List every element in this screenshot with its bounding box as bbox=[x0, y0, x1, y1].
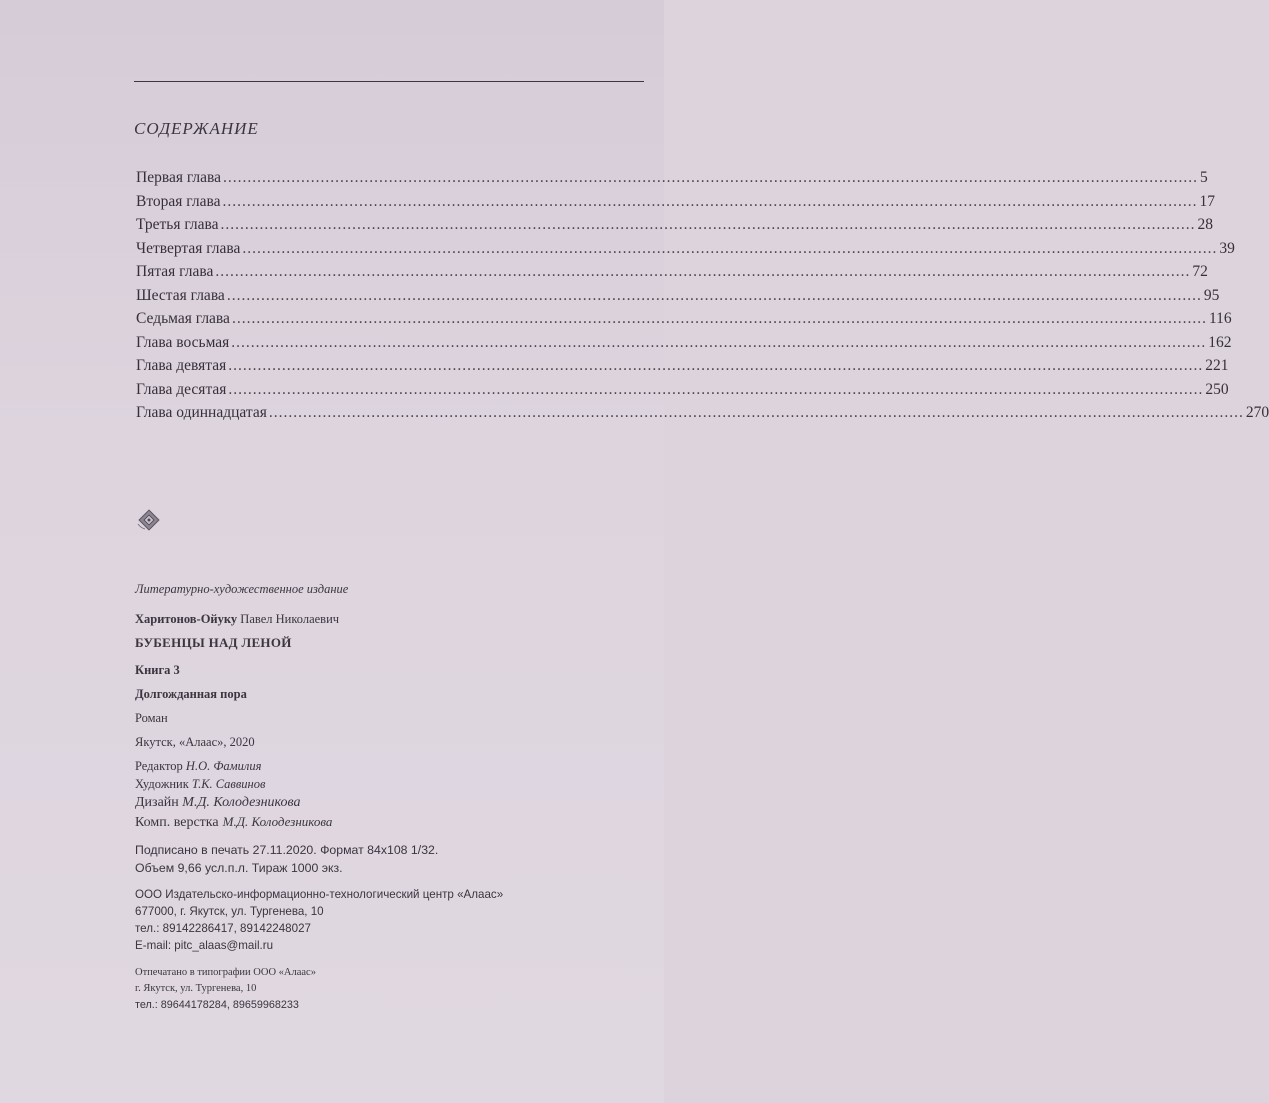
toc-entry bbox=[136, 380, 1229, 405]
subtitle-line: Долгожданная пора bbox=[135, 687, 247, 701]
toc-dot-leader: ........................................................................................................................................................................................................ bbox=[222, 192, 1198, 210]
toc-entry bbox=[136, 263, 1208, 287]
toc-dot-leader: ........................................................................................................................................................................................................ bbox=[231, 333, 1207, 351]
toc-entry-page: 116 bbox=[1208, 310, 1232, 327]
author-line bbox=[135, 611, 645, 635]
publisher-logo-icon bbox=[135, 508, 163, 532]
volume-info-line: Объем 9,66 усл.п.л. Тираж 1000 экз. bbox=[135, 861, 343, 875]
toc-entry bbox=[136, 239, 1235, 264]
layout-label: Комп. верстка bbox=[135, 815, 219, 830]
toc-dot-leader: ........................................................................................................................................................................................................ bbox=[228, 380, 1204, 398]
volume-line: Книга 3 bbox=[135, 663, 180, 677]
toc-dot-leader: ........................................................................................................................................................................................................ bbox=[268, 404, 1244, 421]
layout-name: М.Д. Колодезникова bbox=[222, 814, 333, 829]
toc-entry bbox=[136, 169, 1208, 193]
toc-entry-page: 221 bbox=[1205, 357, 1229, 374]
toc-title: СОДЕРЖАНИЕ bbox=[134, 119, 259, 138]
toc-entry-label: Третья глава bbox=[136, 216, 219, 233]
editor-line bbox=[135, 758, 645, 776]
toc-dot-leader: ........................................................................................................................................................................................................ bbox=[223, 169, 1199, 186]
toc-entry bbox=[136, 192, 1215, 217]
printer-address: г. Якутск, ул. Тургенева, 10 bbox=[135, 983, 257, 994]
author-name: Павел Николаевич bbox=[240, 612, 340, 626]
top-rule bbox=[134, 81, 644, 82]
design-name: М.Д. Колодезникова bbox=[182, 795, 301, 810]
artist-label: Художник bbox=[135, 777, 189, 791]
toc-entry-page: 28 bbox=[1197, 216, 1214, 233]
publisher-address: 677000, г. Якутск, ул. Тургенева, 10 bbox=[135, 905, 324, 918]
editor-name: Н.О. Фамилия bbox=[185, 759, 262, 773]
book-title: БУБЕНЦЫ НАД ЛЕНОЙ bbox=[135, 635, 292, 650]
layout-line bbox=[135, 814, 645, 843]
print-signed-line: Подписано в печать 27.11.2020. Формат 84х108 1/32. bbox=[135, 843, 439, 857]
imprint-block bbox=[135, 581, 645, 1014]
design-label: Дизайн bbox=[135, 795, 179, 810]
toc-entry bbox=[136, 310, 1232, 334]
toc-entry-label: Глава десятая bbox=[136, 380, 227, 398]
toc-entry-page: 17 bbox=[1199, 192, 1215, 210]
table-of-contents bbox=[136, 169, 1269, 428]
genre-line: Литературно-художественное издание bbox=[135, 582, 349, 596]
artist-name: Т.К. Саввинов bbox=[191, 777, 266, 791]
editor-label: Редактор bbox=[135, 759, 183, 773]
toc-entry-label: Первая глава bbox=[136, 169, 222, 186]
toc-entry-page: 162 bbox=[1208, 333, 1232, 351]
toc-entry-label: Глава девятая bbox=[136, 357, 227, 374]
form-line: Роман bbox=[135, 711, 168, 725]
toc-dot-leader: ........................................................................................................................................................................................................ bbox=[215, 263, 1191, 280]
toc-dot-leader: ........................................................................................................................................................................................................ bbox=[220, 216, 1196, 233]
toc-entry-label: Глава восьмая bbox=[136, 333, 230, 351]
publisher-phone: тел.: 89142286417, 89142248027 bbox=[135, 922, 311, 935]
toc-entry bbox=[136, 404, 1269, 428]
place-year-line: Якутск, «Алаас», 2020 bbox=[135, 735, 255, 749]
author-surname: Харитонов-Ойуку bbox=[135, 612, 238, 626]
toc-entry bbox=[136, 333, 1232, 358]
toc-entry-page: 270 bbox=[1245, 404, 1269, 421]
toc-entry bbox=[136, 357, 1229, 381]
toc-entry-label: Глава одиннадцатая bbox=[136, 404, 267, 421]
toc-entry bbox=[136, 216, 1214, 240]
toc-entry-page: 72 bbox=[1192, 263, 1208, 280]
toc-entry-page: 250 bbox=[1205, 380, 1229, 398]
design-line bbox=[135, 795, 645, 814]
toc-entry-label: Седьмая глава bbox=[136, 310, 230, 327]
toc-entry-page: 95 bbox=[1203, 286, 1220, 304]
publisher-line: ООО Издательско-информационно-технологический центр «Алаас» bbox=[135, 888, 504, 901]
publisher-email: E-mail: pitc_alaas@mail.ru bbox=[135, 939, 274, 952]
toc-dot-leader: ........................................................................................................................................................................................................ bbox=[228, 357, 1204, 374]
toc-dot-leader: ........................................................................................................................................................................................................ bbox=[226, 286, 1202, 304]
toc-dot-leader: ........................................................................................................................................................................................................ bbox=[242, 239, 1218, 257]
printer-phone: тел.: 89644178284, 89659968233 bbox=[135, 999, 299, 1011]
toc-dot-leader: ........................................................................................................................................................................................................ bbox=[231, 310, 1207, 327]
toc-entry-label: Шестая глава bbox=[136, 286, 225, 304]
printed-by-line: Отпечатано в типографии ООО «Алаас» bbox=[135, 967, 316, 978]
toc-entry-label: Четвертая глава bbox=[136, 239, 241, 257]
toc-entry bbox=[136, 286, 1220, 311]
toc-entry-label: Вторая глава bbox=[136, 192, 221, 210]
toc-entry-label: Пятая глава bbox=[136, 263, 214, 280]
artist-line bbox=[135, 776, 645, 795]
toc-entry-page: 5 bbox=[1200, 169, 1208, 186]
toc-entry-page: 39 bbox=[1219, 239, 1235, 257]
